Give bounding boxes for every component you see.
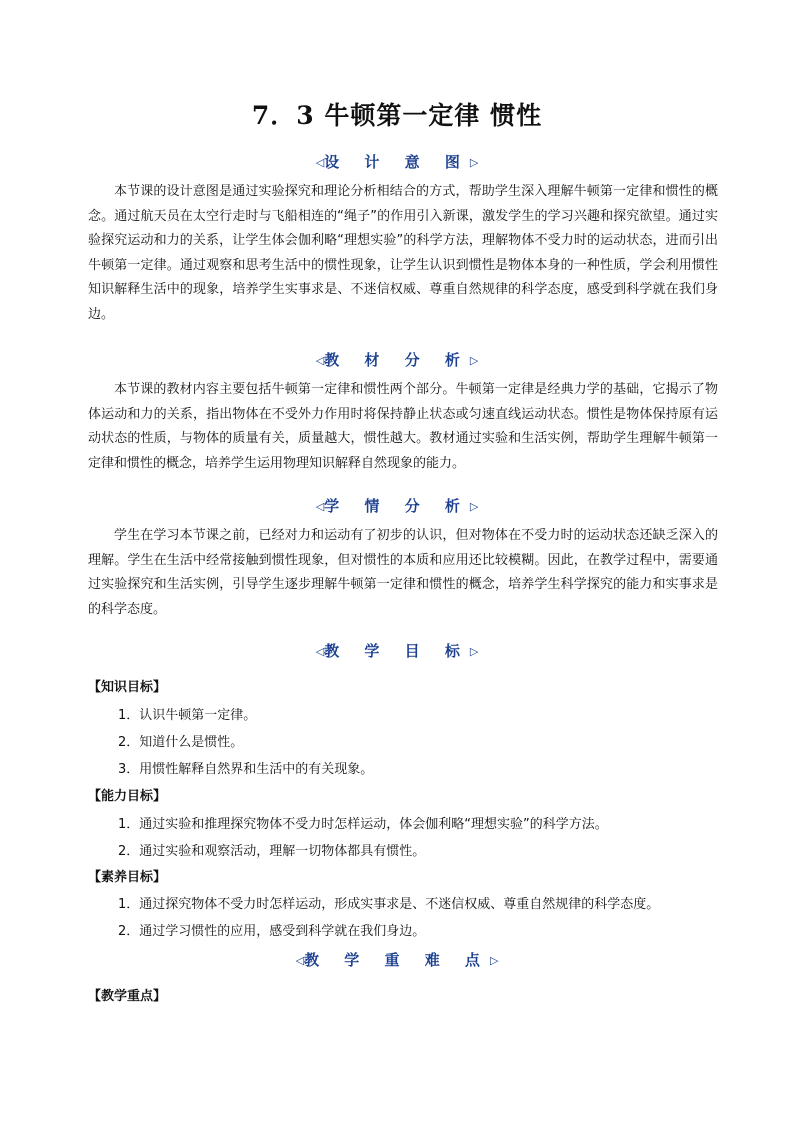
literacy-goal-item: 2．通过学习惯性的应用，感受到科学就在我们身边。 [118, 924, 426, 939]
literacy-goals-label: 【素养目标】 [88, 870, 167, 885]
literacy-goal-item: 1．通过探究物体不受力时怎样运动，形成实事求是、不迷信权威、尊重自然规律的科学态度。 [118, 897, 660, 912]
left-triangle-icon: ◁ [315, 500, 325, 513]
right-triangle-icon: ▷ [469, 156, 479, 169]
ability-goal-item: 2．通过实验和观察活动，理解一切物体都具有惯性。 [118, 844, 426, 859]
left-triangle-icon: ◁ [315, 354, 325, 367]
students-paragraph: 学生在学习本节课之前，已经对力和运动有了初步的认识，但对物体在不受力时的运动状态还缺乏深入的理解。学生在生活中经常接触到惯性现象，但对惯性的本质和应用还比较模糊。因此，在教学过程中，需要通过实验探究和生活实例，引导学生逐步理解牛顿第一定律和惯性的概念，培养学生科学探究的能力和实事求是的科学态度。 [88, 528, 718, 617]
ability-goal-item: 1．通过实验和推理探究物体不受力时怎样运动，体会伽利略“理想实验”的科学方法。 [118, 817, 608, 832]
section-heading-label: 设 计 意 图 [324, 153, 470, 171]
left-triangle-icon: ◁ [315, 645, 325, 658]
right-triangle-icon: ▷ [469, 354, 479, 367]
knowledge-goal-item: 1．认识牛顿第一定律。 [118, 708, 257, 723]
section-heading-goals [0, 640, 794, 661]
material-paragraph: 本节课的教材内容主要包括牛顿第一定律和惯性两个部分。牛顿第一定律是经典力学的基础，它揭示了物体运动和力的关系，指出物体在不受外力作用时将保持静止状态或匀速直线运动状态。惯性是物体保持原有运动状态的性质，与物体的质量有关，质量越大，惯性越大。教材通过实验和生活实例，帮助学生理解牛顿第一定律和惯性的概念，培养学生运用物理知识解释自然现象的能力。 [88, 382, 718, 471]
section-heading-design [0, 151, 794, 172]
section-heading-students [0, 495, 794, 516]
page-title: 7．3 牛顿第一定律 惯性 [251, 101, 543, 130]
right-triangle-icon: ▷ [489, 954, 499, 967]
right-triangle-icon: ▷ [469, 645, 479, 658]
knowledge-goal-item: 2．知道什么是惯性。 [118, 735, 244, 750]
design-paragraph: 本节课的设计意图是通过实验探究和理论分析相结合的方式，帮助学生深入理解牛顿第一定律和惯性的概念。通过航天员在太空行走时与飞船相连的“绳子”的作用引入新课，激发学生的学习兴趣和探究欲望。通过实验探究运动和力的关系，让学生体会伽利略“理想实验”的科学方法，理解物体不受力时的运动状态，进而引出牛顿第一定律。通过观察和思考生活中的惯性现象，让学生认识到惯性是物体本身的一种性质，学会利用惯性知识解释生活中的现象，培养学生实事求是、不迷信权威、尊重自然规律的科学态度，感受到科学就在我们身边。 [88, 184, 718, 322]
knowledge-goal-item: 3．用惯性解释自然界和生活中的有关现象。 [118, 762, 374, 777]
knowledge-goals-label: 【知识目标】 [88, 680, 167, 695]
ability-goals-label: 【能力目标】 [88, 789, 167, 804]
left-triangle-icon: ◁ [295, 954, 305, 967]
right-triangle-icon: ▷ [469, 500, 479, 513]
teaching-focus-label: 【教学重点】 [88, 989, 167, 1004]
section-heading-label: 学 情 分 析 [324, 497, 470, 515]
section-heading-key-points [0, 949, 794, 970]
section-heading-label: 教 学 重 难 点 [304, 951, 490, 969]
left-triangle-icon: ◁ [315, 156, 325, 169]
section-heading-label: 教 学 目 标 [324, 642, 470, 660]
section-heading-material [0, 349, 794, 370]
section-heading-label: 教 材 分 析 [324, 351, 470, 369]
